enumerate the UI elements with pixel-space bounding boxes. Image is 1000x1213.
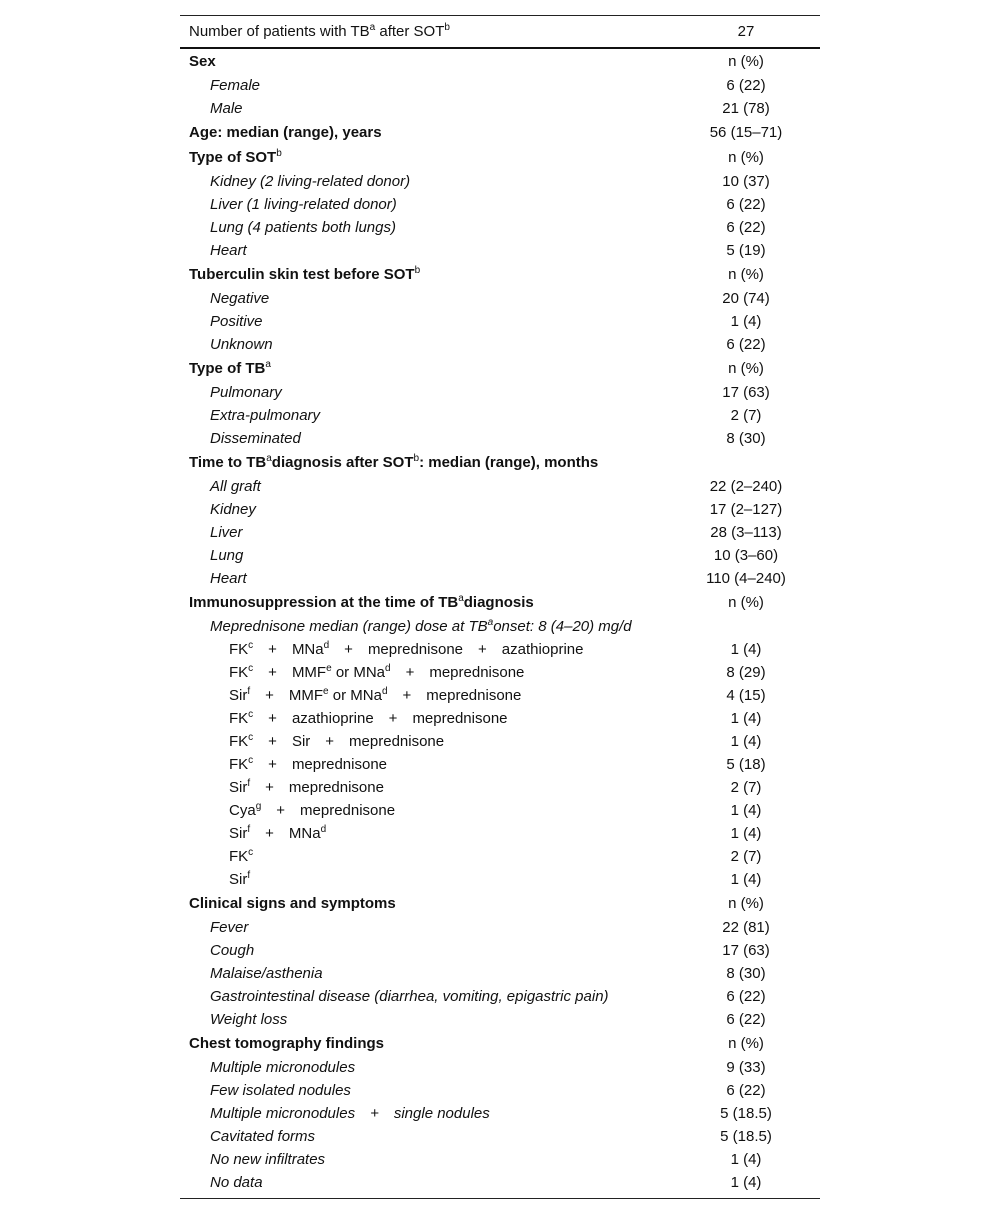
label-text: FK <box>229 710 249 727</box>
row-value: 4 (15) <box>726 687 766 704</box>
row-value: n (%) <box>728 266 764 283</box>
row-value: 110 (4–240) <box>706 570 786 587</box>
row-value: 5 (18) <box>726 756 766 773</box>
row-value: 6 (22) <box>726 77 766 94</box>
plus-operator: + <box>265 779 274 796</box>
table-row <box>180 475 820 498</box>
section-header-row <box>180 356 820 381</box>
footnote-marker: d <box>385 663 391 674</box>
table-row <box>180 638 820 661</box>
label-text: meprednisone <box>300 802 396 819</box>
table-row <box>180 74 820 97</box>
footnote-marker: f <box>247 870 251 881</box>
label-text: Negative <box>210 290 270 307</box>
row-value: 56 (15–71) <box>709 124 783 141</box>
row-label <box>180 1079 676 1102</box>
row-value: 1 (4) <box>730 710 762 727</box>
row-value: 9 (33) <box>726 1059 766 1076</box>
row-label <box>180 1125 676 1148</box>
plus-operator: + <box>344 641 353 658</box>
plus-operator: + <box>325 733 335 750</box>
label-text: MNa <box>288 825 321 842</box>
table-row <box>180 287 820 310</box>
label-text: meprednisone <box>412 710 508 727</box>
table-row <box>180 868 820 891</box>
table-header <box>180 16 820 49</box>
label-text: single nodules <box>393 1105 490 1122</box>
row-label <box>180 799 676 822</box>
table-row <box>180 707 820 730</box>
label-text: Cough <box>210 942 255 959</box>
footnote-marker: a <box>369 22 376 33</box>
label-text: meprednisone <box>367 641 463 658</box>
table-row <box>180 939 820 962</box>
footnote-marker: b <box>413 453 420 464</box>
label-text: Fever <box>210 919 249 936</box>
footnote-marker: a <box>266 453 272 464</box>
section-header-row <box>180 891 820 916</box>
row-value: 6 (22) <box>726 336 766 353</box>
label-text: meprednisone <box>291 756 387 773</box>
table-row <box>180 404 820 427</box>
label-text: Sir <box>291 733 311 750</box>
row-value: 2 (7) <box>730 407 762 424</box>
header-row <box>180 16 820 49</box>
row-value: n (%) <box>728 149 764 166</box>
row-label <box>180 985 676 1008</box>
row-label <box>180 1148 676 1171</box>
row-label <box>180 262 676 287</box>
table-row <box>180 1056 820 1079</box>
label-text: Few isolated nodules <box>210 1082 351 1099</box>
row-label <box>180 638 676 661</box>
row-label <box>180 590 676 615</box>
label-text: Chest tomography findings <box>189 1035 384 1052</box>
table-row <box>180 799 820 822</box>
row-label <box>180 868 676 891</box>
footnote-marker: c <box>248 640 254 651</box>
row-value: 10 (37) <box>722 173 770 190</box>
section-header-row <box>180 590 820 615</box>
label-text: Lung <box>210 547 244 564</box>
row-label <box>180 193 676 216</box>
footnote-marker: d <box>381 686 388 697</box>
plus-operator: + <box>478 641 487 658</box>
label-text: azathioprine <box>501 641 584 658</box>
row-label <box>180 427 676 450</box>
plus-operator: + <box>265 825 274 842</box>
plus-operator: + <box>268 756 277 773</box>
label-text: Malaise/asthenia <box>210 965 323 982</box>
label-text: diagnosis after SOT <box>271 454 414 471</box>
footnote-marker: f <box>247 686 251 697</box>
label-text: Immunosuppression at the time of TB <box>189 594 459 611</box>
row-label <box>180 845 676 868</box>
header-label <box>180 16 676 49</box>
row-label <box>180 1056 676 1079</box>
label-text: Kidney (2 living-related donor) <box>210 173 411 190</box>
label-text: MMF <box>288 687 324 704</box>
label-text: Multiple micronodules <box>210 1105 356 1122</box>
label-text: Time to TB <box>189 454 267 471</box>
footnote-marker: c <box>248 732 254 743</box>
table-row <box>180 427 820 450</box>
footnote-marker: c <box>248 663 254 674</box>
footnote-marker: c <box>248 709 254 720</box>
row-value: n (%) <box>728 53 764 70</box>
label-text: Weight loss <box>210 1011 288 1028</box>
label-text: Sex <box>189 53 216 70</box>
footnote-marker: e <box>326 663 332 674</box>
plus-operator: + <box>370 1105 379 1122</box>
row-value: 10 (3–60) <box>713 547 779 564</box>
row-value: 8 (30) <box>726 965 766 982</box>
label-text: Lung (4 patients both lungs) <box>210 219 396 236</box>
table-row <box>180 381 820 404</box>
row-label <box>180 333 676 356</box>
row-value: 6 (22) <box>726 1011 766 1028</box>
label-text: Gastrointestinal disease (diarrhea, vomiting, epigastric pain) <box>210 988 609 1005</box>
label-text: Sir <box>229 871 248 888</box>
label-text: Cavitated forms <box>210 1128 316 1145</box>
row-value: 22 (81) <box>722 919 770 936</box>
label-text: : median (range), months <box>419 454 599 471</box>
label-text: All graft <box>210 478 261 495</box>
row-label <box>180 521 676 544</box>
row-label <box>180 48 676 74</box>
table-row <box>180 661 820 684</box>
footnote-marker: b <box>444 22 450 33</box>
label-text: diagnosis <box>463 594 534 611</box>
table-row <box>180 845 820 868</box>
row-value: n (%) <box>728 1035 764 1052</box>
plus-operator: + <box>276 802 286 819</box>
table-row <box>180 822 820 845</box>
row-label <box>180 891 676 916</box>
label-text: Multiple micronodules <box>210 1059 356 1076</box>
section-header-row <box>180 120 820 145</box>
row-value: n (%) <box>728 360 764 377</box>
table-row <box>180 333 820 356</box>
row-label <box>180 916 676 939</box>
footnote-marker: a <box>487 617 494 628</box>
label-text: Type of TB <box>189 360 266 377</box>
label-text: or MNa <box>328 687 382 704</box>
label-text: or MNa <box>331 664 385 681</box>
label-text: Type of SOT <box>189 149 277 166</box>
label-text: Disseminated <box>210 430 301 447</box>
row-label <box>180 145 676 170</box>
table-row <box>180 521 820 544</box>
label-text: meprednisone <box>349 733 445 750</box>
row-value: 8 (29) <box>726 664 766 681</box>
row-label <box>180 170 676 193</box>
row-value: n (%) <box>728 895 764 912</box>
row-label <box>180 450 676 475</box>
row-value: 22 (2–240) <box>709 478 783 495</box>
footnote-marker: a <box>458 593 464 604</box>
footnote-marker: d <box>323 640 330 651</box>
label-text: FK <box>229 756 249 773</box>
row-value: 5 (19) <box>726 242 766 259</box>
table-row <box>180 170 820 193</box>
row-label <box>180 216 676 239</box>
label-text: Unknown <box>210 336 273 353</box>
table-row <box>180 239 820 262</box>
row-value: 17 (63) <box>722 384 770 401</box>
table-row <box>180 216 820 239</box>
row-value: 1 (4) <box>730 825 762 842</box>
label-text: MMF <box>291 664 327 681</box>
row-label <box>180 615 676 638</box>
table-body <box>180 48 820 1199</box>
table-row <box>180 1079 820 1102</box>
row-label <box>180 707 676 730</box>
plus-operator: + <box>405 664 415 681</box>
table-row <box>180 962 820 985</box>
row-value: 6 (22) <box>726 988 766 1005</box>
row-value: 20 (74) <box>722 290 770 307</box>
label-text: Age: median (range), years <box>189 124 382 141</box>
footnote-marker: a <box>265 359 271 370</box>
row-value: 1 (4) <box>730 802 762 819</box>
label-text: Female <box>210 77 261 94</box>
label-text: FK <box>229 848 249 865</box>
patient-characteristics-table <box>180 15 820 1199</box>
table-row <box>180 1125 820 1148</box>
row-label <box>180 544 676 567</box>
row-value: 8 (30) <box>726 430 766 447</box>
row-value <box>676 450 820 475</box>
row-label <box>180 239 676 262</box>
row-value <box>676 615 820 638</box>
label-text: meprednisone <box>288 779 384 796</box>
row-value: 1 (4) <box>730 1151 762 1168</box>
row-label <box>180 776 676 799</box>
footnote-marker: c <box>248 755 254 766</box>
footnote-marker: b <box>414 265 421 276</box>
row-value: 1 (4) <box>730 871 762 888</box>
row-label <box>180 822 676 845</box>
table-row <box>180 544 820 567</box>
plus-operator: + <box>402 687 412 704</box>
row-value: 6 (22) <box>726 1082 766 1099</box>
row-label <box>180 120 676 145</box>
label-text: Cya <box>229 802 256 819</box>
table-row <box>180 985 820 1008</box>
plus-operator: + <box>268 710 277 727</box>
row-label <box>180 475 676 498</box>
footnote-marker: c <box>248 847 254 858</box>
table-row <box>180 1171 820 1199</box>
row-value: 1 (4) <box>730 641 762 658</box>
plus-operator: + <box>268 641 277 658</box>
row-label <box>180 962 676 985</box>
plus-operator: + <box>268 733 277 750</box>
label-text: Heart <box>210 242 247 259</box>
row-value: 6 (22) <box>726 196 766 213</box>
label-text: Liver (1 living-related donor) <box>210 196 397 213</box>
row-label <box>180 74 676 97</box>
row-value: 17 (63) <box>722 942 770 959</box>
row-value: 21 (78) <box>722 100 770 117</box>
label-text: Extra-pulmonary <box>210 407 321 424</box>
label-text: azathioprine <box>291 710 374 727</box>
table-row <box>180 1102 820 1125</box>
section-header-row <box>180 145 820 170</box>
plus-operator: + <box>388 710 398 727</box>
row-value: 17 (2–127) <box>709 501 783 518</box>
table-row <box>180 753 820 776</box>
table-row <box>180 730 820 753</box>
label-text: Meprednisone median (range) dose at TB <box>210 618 488 635</box>
label-text: meprednisone <box>426 687 522 704</box>
row-value: n (%) <box>728 594 764 611</box>
label-text: onset: 8 (4–20) mg/d <box>493 618 632 635</box>
footnote-marker: b <box>276 148 282 159</box>
section-header-row <box>180 262 820 287</box>
row-label <box>180 661 676 684</box>
row-label <box>180 939 676 962</box>
row-value: 1 (4) <box>730 313 762 330</box>
table-row <box>180 615 820 638</box>
footnote-marker: e <box>323 686 329 697</box>
row-value: 2 (7) <box>730 848 762 865</box>
section-header-row <box>180 450 820 475</box>
label-text: Sir <box>229 825 248 842</box>
label-text: Tuberculin skin test before SOT <box>189 266 415 283</box>
row-label <box>180 753 676 776</box>
label-text: Heart <box>210 570 247 587</box>
table-row <box>180 1148 820 1171</box>
table-row <box>180 97 820 120</box>
header-value: 27 <box>676 16 820 49</box>
row-label <box>180 1171 676 1199</box>
row-label <box>180 684 676 707</box>
footnote-marker: f <box>247 824 251 835</box>
table-row <box>180 193 820 216</box>
label-text: No new infiltrates <box>210 1151 326 1168</box>
label-text: Pulmonary <box>210 384 282 401</box>
label-text: FK <box>229 733 249 750</box>
row-label <box>180 97 676 120</box>
row-label <box>180 1102 676 1125</box>
label-text: after SOT <box>375 23 445 40</box>
row-value: 2 (7) <box>730 779 762 796</box>
label-text: Number of patients with TB <box>189 23 370 40</box>
section-header-row <box>180 48 820 74</box>
plus-operator: + <box>268 664 277 681</box>
row-value: 6 (22) <box>726 219 766 236</box>
row-label <box>180 730 676 753</box>
footnote-marker: f <box>247 778 251 789</box>
row-value: 1 (4) <box>730 733 762 750</box>
table-row <box>180 310 820 333</box>
row-label <box>180 381 676 404</box>
section-header-row <box>180 1031 820 1056</box>
plus-operator: + <box>265 687 274 704</box>
row-value: 5 (18.5) <box>720 1128 772 1145</box>
table-row <box>180 684 820 707</box>
label-text: meprednisone <box>429 664 525 681</box>
table-row <box>180 567 820 590</box>
label-text: FK <box>229 664 249 681</box>
row-label <box>180 1031 676 1056</box>
footnote-marker: d <box>320 824 327 835</box>
row-label <box>180 567 676 590</box>
row-label <box>180 287 676 310</box>
row-value: 5 (18.5) <box>720 1105 772 1122</box>
row-label <box>180 498 676 521</box>
label-text: Liver <box>210 524 243 541</box>
table-row <box>180 916 820 939</box>
row-label <box>180 310 676 333</box>
label-text: FK <box>229 641 249 658</box>
label-text: MNa <box>291 641 324 658</box>
label-text: Sir <box>229 779 248 796</box>
label-text: Male <box>210 100 243 117</box>
label-text: Positive <box>210 313 263 330</box>
row-value: 28 (3–113) <box>710 524 782 541</box>
row-value: 1 (4) <box>676 1171 820 1199</box>
label-text: Clinical signs and symptoms <box>189 895 396 912</box>
table-row <box>180 776 820 799</box>
label-text: No data <box>210 1174 263 1191</box>
row-label <box>180 404 676 427</box>
label-text: Kidney <box>210 501 256 518</box>
footnote-marker: g <box>255 801 262 812</box>
table-row <box>180 498 820 521</box>
row-label <box>180 356 676 381</box>
label-text: Sir <box>229 687 248 704</box>
row-label <box>180 1008 676 1031</box>
table-row <box>180 1008 820 1031</box>
